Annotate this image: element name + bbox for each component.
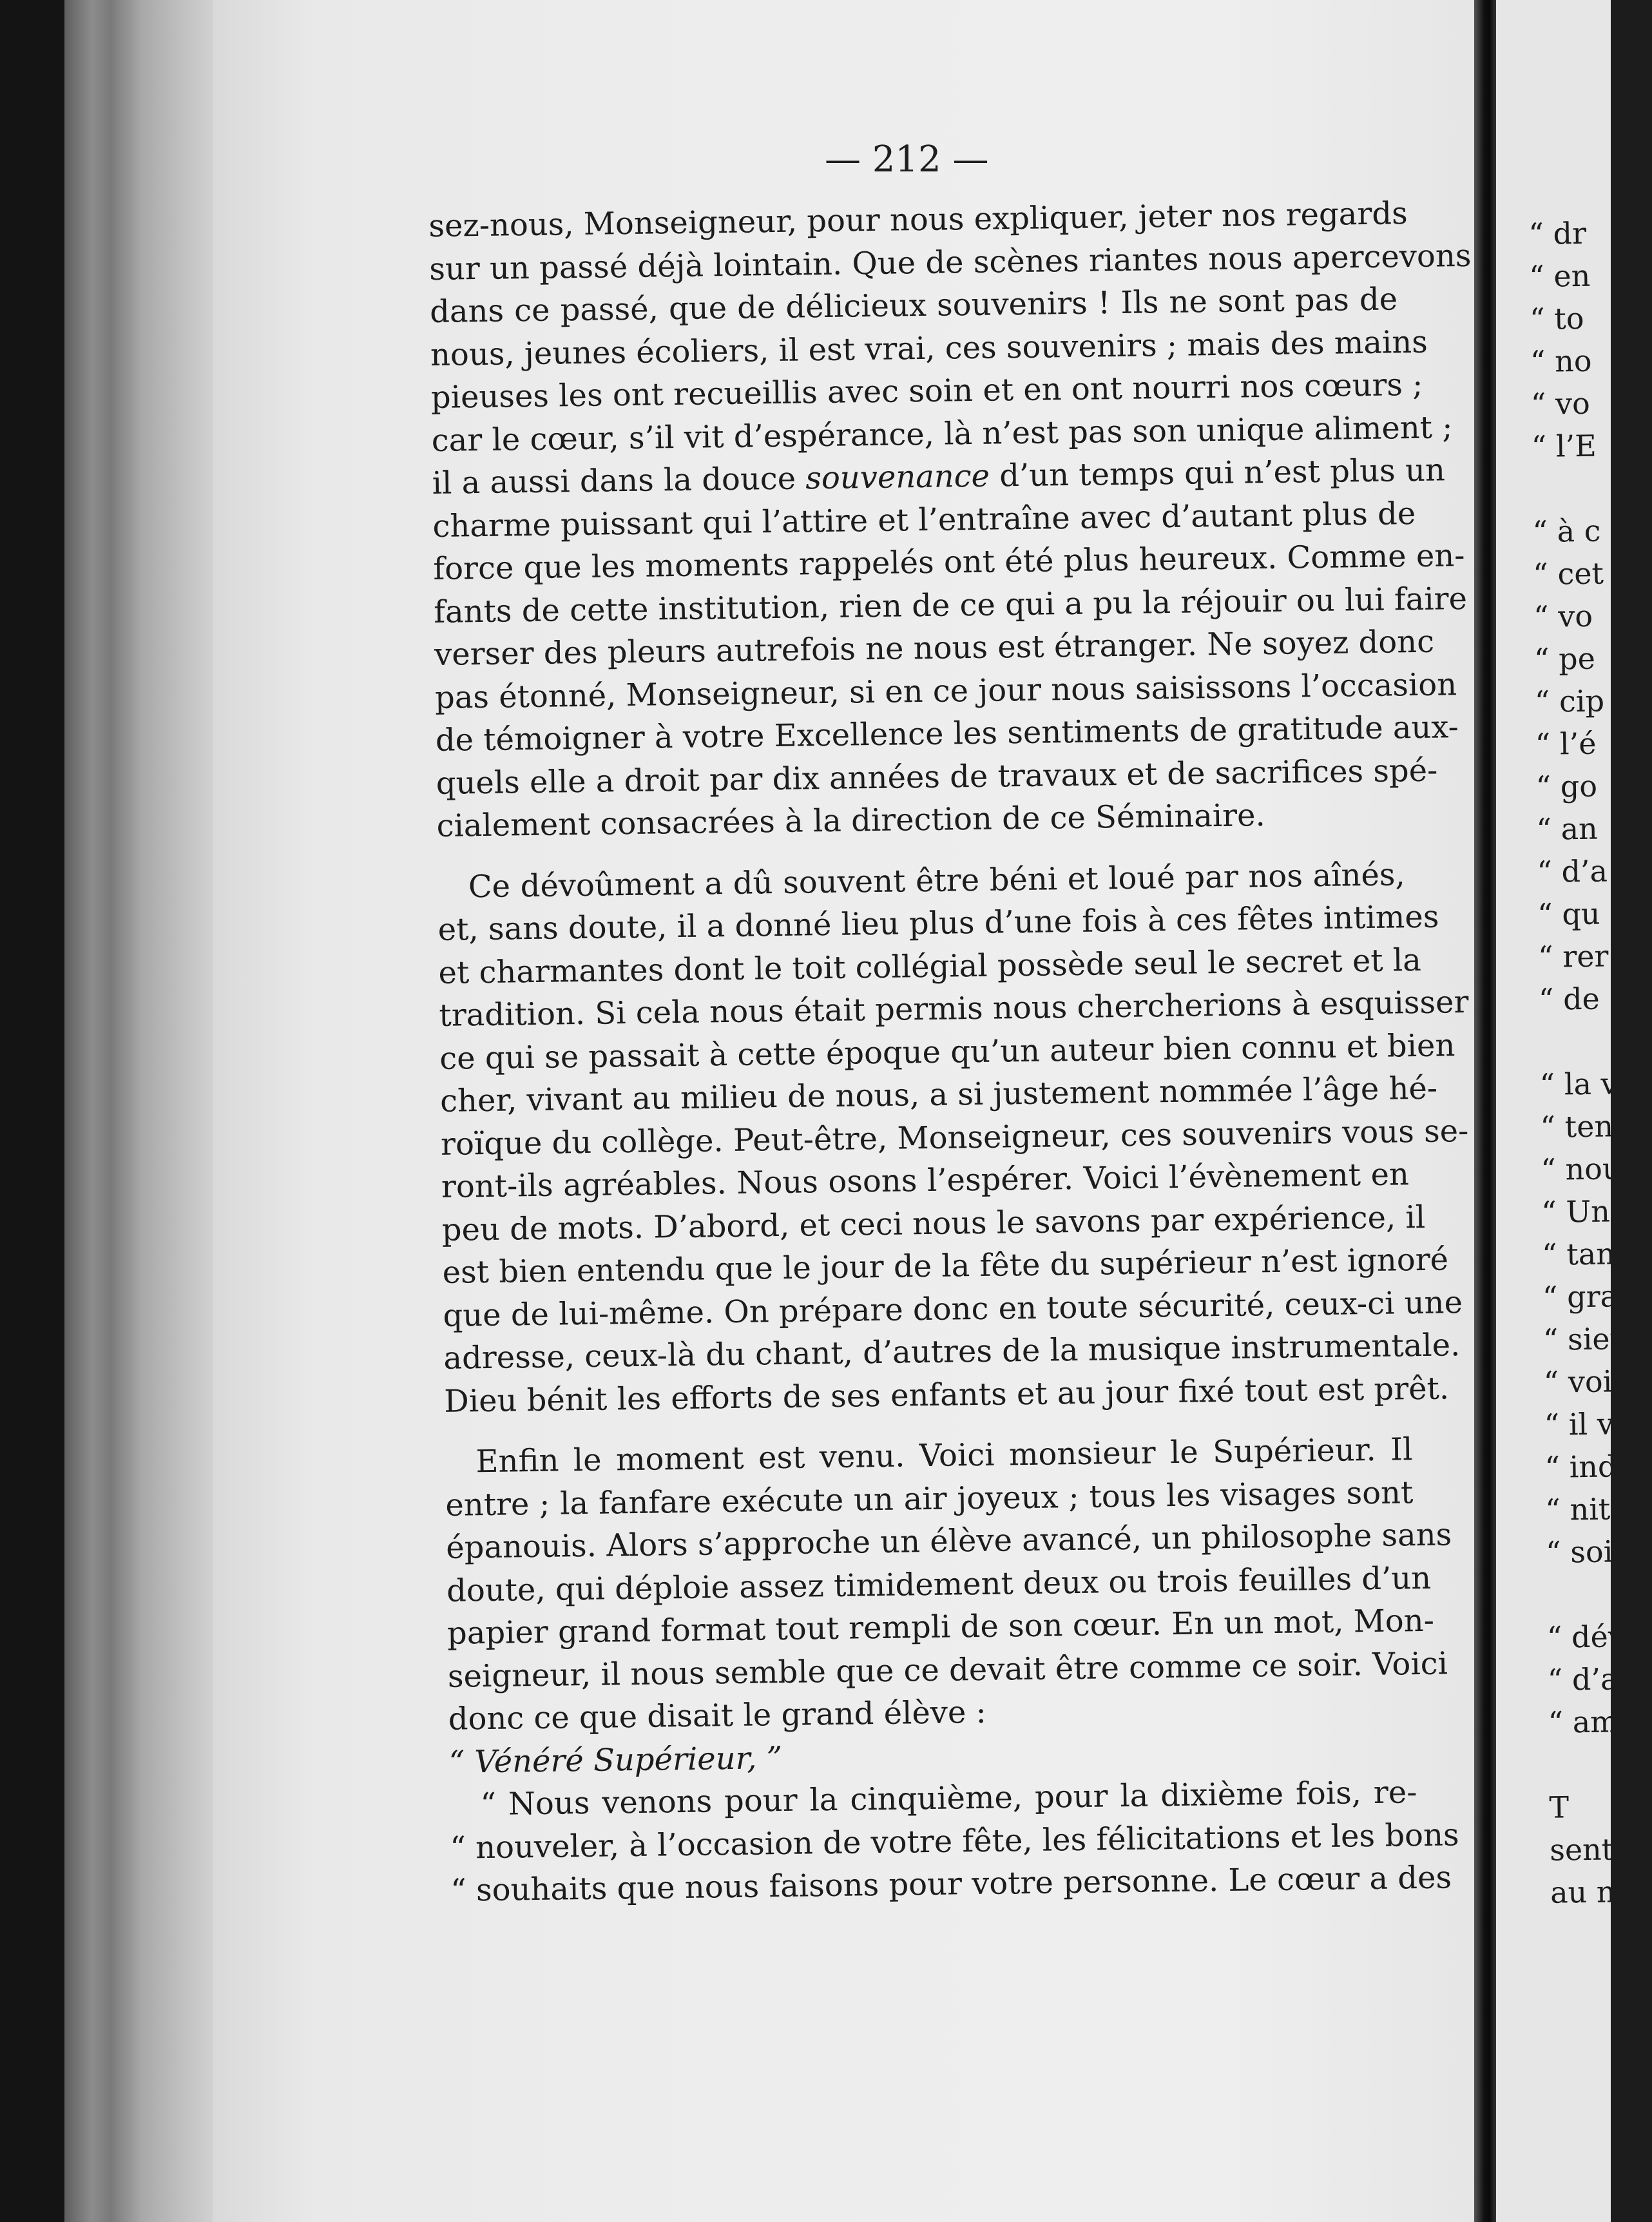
text-line: papier grand format tout rempli de son cœur. En un mot, Mon- [447, 1602, 1435, 1652]
facing-page-fragment [1532, 467, 1622, 510]
facing-page-fragment: “ an [1536, 811, 1599, 847]
text-line: quels elle a droit par dix années de travaux et de sacrifices spé- [436, 752, 1438, 802]
quote-line: “ Nous venons pour la cinquième, pour la dixième fois, re- [480, 1774, 1417, 1823]
facing-page-fragment: “ go [1535, 768, 1598, 804]
text-line: doute, qui déploie assez timidement deux ou trois feuilles d’un [446, 1560, 1432, 1609]
facing-page-fragment: “ cip [1534, 683, 1605, 719]
page-body-text [428, 192, 1472, 1912]
facing-page-fragment: “ de [1538, 981, 1600, 1017]
facing-page-fragment: “ sieu [1542, 1321, 1629, 1357]
facing-page-fragment: “ à c [1532, 513, 1601, 549]
facing-page-fragment: “ tan [1541, 1236, 1616, 1272]
text-line: car le cœur, s’il vit d’espérance, là n’est pas son unique aliment ; [431, 409, 1453, 459]
text-line: ront-ils agréables. Nous osons l’espérer. Voici l’évènement en [441, 1156, 1410, 1205]
text-line: roïque du collège. Peut-être, Monseigneur, ces souvenirs vous se- [440, 1112, 1469, 1163]
facing-page-fragment: “ voi [1543, 1364, 1613, 1400]
text-line: peu de mots. D’abord, et ceci nous le savons par expérience, il [441, 1199, 1426, 1248]
text-line: est bien entendu que le jour de la fête du supérieur n’est ignoré [442, 1241, 1449, 1291]
facing-page-fragment: “ nou [1541, 1151, 1622, 1187]
facing-page-fragment: “ cet [1532, 556, 1604, 592]
text-line: cher, vivant au milieu de nous, a si justement nommée l’âge hé- [439, 1070, 1438, 1119]
facing-page-fragment: “ en [1528, 258, 1591, 294]
quote-line: “ nouveler, à l’occasion de votre fête, les félicitations et les bons [450, 1816, 1459, 1866]
text-line: entre ; la fanfare exécute un air joyeux ; tous les visages sont [445, 1474, 1414, 1523]
facing-page-fragment: “ to [1529, 300, 1584, 336]
text-line: épanouis. Alors s’approche un élève avancé, un philosophe sans [445, 1516, 1452, 1566]
text-line: Enfin le moment est venu. Voici monsieur le Supérieur. Il [475, 1431, 1413, 1480]
facing-page-fragment: “ vo [1533, 598, 1593, 634]
text-line: nous, jeunes écoliers, il est vrai, ces souvenirs ; mais des mains [430, 324, 1428, 373]
facing-page-fragment: “ Un [1541, 1193, 1611, 1230]
facing-page-fragment: “ l’é [1535, 726, 1597, 762]
facing-page-fragment: “ qu [1537, 896, 1600, 932]
facing-page-fragment: “ d’a [1537, 853, 1608, 889]
facing-page-fragment: “ soir [1545, 1534, 1628, 1570]
text-line: tradition. Si cela nous était permis nous chercherions à esquisser [439, 983, 1469, 1034]
page-number: — 212 — [825, 139, 989, 180]
facing-page-fragment [1548, 1743, 1639, 1786]
facing-page-fragment [1546, 1572, 1637, 1616]
facing-page-fragment: “ rer [1537, 938, 1609, 974]
facing-page-fragment: “ indu [1544, 1448, 1637, 1485]
facing-page-fragment: au nor [1550, 1873, 1648, 1910]
text-line: sez-nous, Monseigneur, pour nous expliquer, jeter nos regards [428, 195, 1408, 244]
text-line: Dieu bénit les efforts de ses enfants et au jour fixé tout est prêt. [443, 1369, 1450, 1420]
text-line: donc ce que disait le grand élève : [448, 1694, 987, 1737]
text-line: seigneur, il nous semble que ce devait être comme ce soir. Voici [447, 1645, 1448, 1695]
facing-page-fragment: “ dr [1528, 215, 1587, 251]
facing-page-fragment [1539, 1019, 1629, 1063]
facing-page-fragment: “ gra [1542, 1279, 1618, 1315]
facing-page-fragment: “ amo [1548, 1704, 1637, 1740]
text-line: force que les moments rappelés ont été plus heureux. Comme en- [433, 537, 1465, 587]
text-line: cialement consacrées à la direction de ce Séminaire. [436, 797, 1266, 844]
facing-page-fragment: “ vo [1530, 385, 1591, 421]
facing-page-fragment: “ nit [1544, 1491, 1611, 1527]
text-line: dans ce passé, que de délicieux souvenirs ! Ils ne sont pas de [429, 281, 1398, 330]
text-line: Ce dévoûment a dû souvent être béni et loué par nos aînés, [468, 856, 1406, 905]
salutation-line: “ Vénéré Supérieur, ” [448, 1739, 783, 1781]
text-segment: d’un temps qui n’est plus un [989, 452, 1446, 494]
facing-page-fragment: “ l’E [1531, 428, 1597, 464]
italic-word: souvenance [805, 458, 990, 497]
text-line: de témoigner à votre Excellence les sentiments de gratitude aux- [435, 709, 1459, 758]
text-line: pas étonné, Monseigneur, si en ce jour nous saisissons l’occasion [434, 666, 1457, 716]
text-line: sur un passé déjà lointain. Que de scènes riantes nous apercevons [428, 237, 1472, 287]
text-line: charme puissant qui l’attire et l’entraîne avec d’autant plus de [432, 495, 1416, 545]
text-line: verser des pleurs autrefois ne nous est étranger. Ne soyez donc [434, 623, 1435, 673]
text-line: fants de cette institution, rien de ce qui a pu la réjouir ou lui faire [433, 580, 1468, 630]
facing-page-fragment: “ il v [1544, 1406, 1615, 1442]
facing-page-fragment: “ dév [1546, 1619, 1626, 1655]
text-line: que de lui-même. On prépare donc en toute sécurité, ceux-ci une [443, 1284, 1463, 1334]
facing-page-fragment: “ d’ac [1547, 1661, 1635, 1697]
book-gutter [1474, 0, 1496, 2222]
facing-page-fragment: T [1549, 1790, 1570, 1825]
facing-page-fragment: sentim [1549, 1831, 1651, 1868]
facing-page-fragment: “ pe [1533, 641, 1596, 677]
quote-line: “ souhaits que nous faisons pour votre personne. Le cœur a des [450, 1859, 1452, 1909]
text-line: et, sans doute, il a donné lieu plus d’une fois à ces fêtes intimes [437, 898, 1439, 948]
text-segment: il a aussi dans la douce [432, 460, 806, 501]
scanner-background [0, 0, 64, 2222]
text-line: et charmantes dont le toit collégial possède seul le secret et la [438, 942, 1422, 991]
facing-page-fragment: “ la v [1539, 1066, 1618, 1102]
facing-page-fragment: “ no [1530, 343, 1592, 379]
text-line: pieuses les ont recueillis avec soin et en ont nourri nos cœurs ; [430, 366, 1423, 416]
text-line: ce qui se passait à cette époque qu’un auteur bien connu et bien [439, 1027, 1455, 1077]
facing-page-fragment: “ ten [1540, 1108, 1614, 1145]
text-line: adresse, ceux-là du chant, d’autres de la musique instrumentale. [443, 1327, 1461, 1377]
